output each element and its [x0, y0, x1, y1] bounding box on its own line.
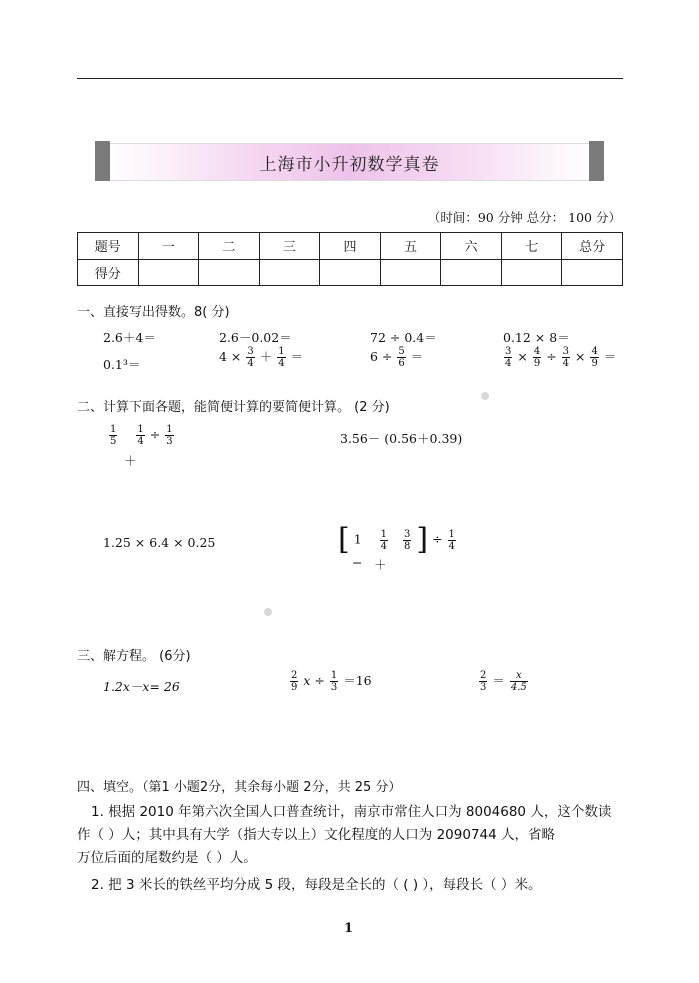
s3-e3-eq: ＝ [492, 673, 505, 688]
banner-right-cap [589, 141, 604, 181]
page-number: 1 [344, 921, 354, 936]
s3-e2-post: ＝16 [343, 673, 372, 688]
s2-problem-3: 1.25 × 6.4 × 0.25 [103, 535, 216, 550]
score-table-score-row [78, 259, 623, 286]
time-info: （时间：90 分钟 总分： 100 分） [427, 210, 621, 225]
fraction: $\frac{5}{6}$ [398, 346, 405, 369]
decorative-dot [264, 608, 272, 616]
fraction: $\frac{2}{9}$ [291, 670, 298, 693]
s1-item-f [219, 346, 303, 369]
score-cell[interactable] [199, 259, 260, 286]
score-cell[interactable] [562, 259, 623, 286]
s1-g-pre: 6 ÷ [370, 349, 393, 364]
cell: 总分 [562, 233, 623, 260]
s1-item-g [370, 346, 423, 369]
fraction: $\frac{1}{4}$ [137, 424, 144, 447]
s3-equation-3 [478, 670, 529, 693]
left-bracket: [ [338, 522, 350, 557]
s4-question-1-line-1: 1. 根据 2010 年第六次全国人口普查统计，南京市常住人口为 8004680 人，这个数读 [91, 804, 612, 820]
fraction: $\frac{3}{4}$ [562, 346, 570, 369]
s1-h-op1: × [517, 349, 528, 364]
s1-f-pre: 4 × [219, 349, 242, 364]
score-table-header-row [78, 233, 623, 260]
cell: 五 [380, 233, 441, 260]
s1-item-d: 0.12 × 8＝ [503, 330, 570, 345]
score-cell[interactable] [320, 259, 381, 286]
s4-question-1-line-3: 万位后面的尾数约是（ ）人。 [77, 850, 257, 866]
score-cell[interactable] [138, 259, 199, 286]
s1-h-op3: × [575, 349, 586, 364]
fraction: $\frac{4}{9}$ [591, 346, 598, 369]
cell: 二 [199, 233, 260, 260]
s2-problem-4 [338, 522, 457, 557]
banner-left-cap [95, 141, 110, 181]
s1-item-e: 0.1³＝ [103, 357, 141, 372]
fraction: $\frac{3}{8}$ [404, 528, 411, 552]
section-4-heading: 四、填空。（第1 小题2分，其余每小题 2分，共 25 分） [77, 780, 402, 795]
s3-equation-1: 1.2x－x= 26 [103, 679, 180, 694]
fraction: $\frac{1}{3}$ [330, 670, 338, 693]
cell: 得分 [78, 259, 139, 286]
s1-item-h [503, 346, 616, 369]
cell: 七 [501, 233, 562, 260]
section-2-heading: 二、计算下面各题，能简便计算的要简便计算。 (2 分) [77, 400, 390, 415]
s4-question-1-line-2: 作（ ）人；其中具有大学（指大专以上）文化程度的人口为 2090744 人，省略 [77, 827, 555, 843]
s1-f-mid: ＋ [259, 349, 273, 364]
cell: 三 [259, 233, 320, 260]
s3-equation-2 [289, 670, 372, 693]
cell: 六 [441, 233, 502, 260]
right-bracket: ] [416, 522, 429, 557]
section-3-heading: 三、解方程。 (6分) [77, 649, 191, 664]
score-cell[interactable] [441, 259, 502, 286]
title-banner [95, 141, 604, 181]
fraction: $\frac{1}{3}$ [166, 424, 173, 447]
s2-p4-plus: ＋ [374, 557, 387, 572]
fraction: $\frac{4}{9}$ [533, 346, 541, 369]
fraction: $\frac{1}{5}$ [110, 424, 117, 447]
s2-p4-one: 1 [353, 531, 362, 547]
page-title: 上海市小升初数学真卷 [259, 154, 440, 175]
score-cell[interactable] [501, 259, 562, 286]
section-1-heading: 一、直接写出得数。8( 分) [77, 305, 230, 320]
score-table [77, 232, 623, 286]
cell: 题号 [78, 233, 139, 260]
s2-p4-minus: − [352, 555, 363, 570]
s2-problem-1 [108, 424, 175, 447]
s2-problem-2: 3.56－ (0.56＋0.39) [340, 431, 463, 446]
fraction: $\frac{1}{4}$ [380, 528, 388, 552]
s1-item-a: 2.6＋4＝ [103, 330, 156, 345]
score-cell[interactable] [380, 259, 441, 286]
decorative-dot [481, 392, 489, 400]
s1-g-post: ＝ [410, 349, 424, 364]
s2-p1-plus: ＋ [124, 453, 137, 468]
s4-question-2: 2. 把 3 米长的铁丝平均分成 5 段，每段是全长的（ ( ) ），每段长（ ）米。 [91, 877, 542, 893]
fraction: $\frac{1}{4}$ [278, 346, 285, 369]
banner-inner [110, 143, 589, 181]
s1-h-op2: ÷ [546, 349, 557, 364]
fraction: $\frac{1}{4}$ [448, 528, 455, 552]
s1-item-c: 72 ÷ 0.4＝ [370, 330, 437, 345]
header-rule [77, 78, 623, 79]
score-cell[interactable] [259, 259, 320, 286]
cell: 四 [320, 233, 381, 260]
s1-item-b: 2.6－0.02＝ [219, 330, 292, 345]
fraction: $\frac{x}{4.5}$ [510, 670, 527, 693]
fraction: $\frac{3}{4}$ [247, 346, 254, 369]
s3-e2-pre: x ÷ [303, 673, 325, 688]
s1-h-post: ＝ [603, 349, 617, 364]
s1-f-post: ＝ [290, 349, 304, 364]
s2-p4-div: ÷ [432, 531, 443, 547]
cell: 一 [138, 233, 199, 260]
fraction: $\frac{3}{4}$ [505, 346, 512, 369]
fraction: $\frac{2}{3}$ [480, 670, 487, 693]
s2-p1-div: ÷ [149, 427, 161, 442]
